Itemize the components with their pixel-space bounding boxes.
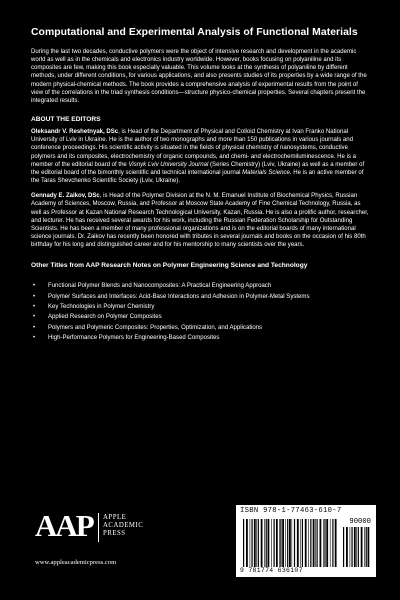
editor-1-name: Oleksandr V. Reshetnyak, DSc bbox=[31, 129, 119, 136]
barcode-bar bbox=[302, 519, 303, 567]
barcode-bar bbox=[308, 519, 309, 567]
editor-1-bio bbox=[31, 128, 371, 185]
barcode-bar bbox=[285, 519, 286, 567]
barcode-bar bbox=[330, 519, 331, 567]
barcode-bar bbox=[279, 519, 280, 567]
price-code: 90000 bbox=[349, 518, 371, 526]
barcode-bar bbox=[297, 519, 299, 567]
barcode-bar bbox=[354, 527, 356, 567]
list-item: • Functional Polymer Blends and Nanocomposites: A Practical Engineering Approach bbox=[33, 283, 272, 290]
editor-1-journal1: Visnyk Lviv University Journal bbox=[128, 161, 209, 168]
barcode-bar bbox=[256, 519, 257, 567]
barcode-bar bbox=[356, 527, 357, 567]
barcode-bar bbox=[274, 519, 275, 567]
barcode-bar bbox=[264, 519, 265, 567]
barcode-bar bbox=[332, 519, 333, 567]
barcode-bar bbox=[266, 519, 267, 567]
barcode-bar bbox=[246, 519, 248, 567]
barcode-bar bbox=[361, 527, 363, 567]
barcode-bar bbox=[315, 519, 316, 567]
list-item: • High-Performance Polymers for Engineering-Based Composites bbox=[33, 335, 220, 341]
barcode-bar bbox=[335, 519, 337, 567]
barcode-bar bbox=[254, 519, 256, 567]
barcode-bar bbox=[323, 519, 324, 567]
aap-logo-mark: AAP bbox=[35, 508, 93, 543]
barcode-bar bbox=[313, 519, 315, 567]
barcode-bar bbox=[261, 519, 263, 567]
addon-barcode-bars bbox=[342, 527, 370, 567]
barcode-bar bbox=[366, 527, 367, 567]
barcode-bar bbox=[287, 519, 288, 567]
bullet-icon: • bbox=[33, 283, 36, 290]
barcode-bar bbox=[320, 519, 322, 567]
barcode-bar bbox=[292, 519, 293, 567]
editor-1-bio-part3: . He is an active member of the Taras Shevchenko Scientific Society (Lviv, Ukraine). bbox=[31, 169, 364, 185]
other-titles-heading: Other Titles from AAP Research Notes on Polymer Engineering Science and Technology bbox=[31, 262, 308, 270]
barcode-bar bbox=[326, 519, 328, 567]
bullet-icon: • bbox=[33, 335, 36, 341]
bullet-icon: • bbox=[33, 314, 36, 321]
editor-2-bio-text: , is Head of the Polymer Division at the N. M. Emanuel Institute of Biochemical Physics, Russian Academy of Sciences, Moscow, Russia, and Professor at Moscow State Academy of Fine Chemical Technology, Russia, as well as Professor at Kazan National Research Technological University, Kazan, Russia. He is also a prolific author, researcher, and lecturer. He has received several awards for his work, including the Russian Federation Scholarship for Outstanding Scientists. He has been a member of many professional organizations and is on the editorial boards of many international science journals. Dr. Zaikov has recently been honored with tributes in several journals and books on the occasion of his 80th birthday for his long and distinguished career and for his mentorship to many scientists over the years. bbox=[31, 193, 369, 249]
barcode-bar bbox=[250, 519, 251, 567]
barcode-bar bbox=[351, 527, 352, 567]
barcode-bar bbox=[258, 519, 259, 567]
barcode-bar bbox=[305, 519, 307, 567]
editor-2-bio bbox=[31, 192, 371, 249]
barcode-bar bbox=[289, 519, 291, 567]
barcode-bar bbox=[294, 519, 295, 567]
barcode-bar bbox=[358, 527, 359, 567]
other-titles-list bbox=[31, 282, 371, 342]
barcode-bar bbox=[317, 519, 318, 567]
editor-1-journal2: Materials Science bbox=[242, 169, 290, 176]
barcode-bar bbox=[368, 527, 370, 567]
list-item: • Polymers and Polymeric Composites: Properties, Optimization, and Applications bbox=[33, 324, 263, 331]
bullet-icon: • bbox=[33, 303, 36, 310]
isbn-label: ISBN 978-1-77463-610-7 bbox=[240, 507, 342, 515]
editor-1-bio-part2: (Series Chemistry) (Lviv, Ukraine) as well as a member of the editorial board of the bimonthly scientific and technical international journal bbox=[31, 161, 365, 176]
publisher-name: APPLE ACADEMIC PRESS bbox=[103, 514, 144, 538]
barcode-bar bbox=[268, 519, 270, 567]
bullet-icon: • bbox=[33, 293, 36, 300]
back-cover-content bbox=[31, 26, 371, 344]
editor-1-bio-part1: , is Head of the Department of Physical and Colloid Chemistry at Ivan Franko National University of Lviv in Ukraine. He is the author of two monographs and more than 150 publications in various journals and conference proceedings. His scientific activity is situated in the fields of physical chemistry of nanosystems, conductive polymers and its composites, electrochemistry of organic compounds, and chemi- and electrochemiluminescence. He is a member of the editorial board of the bbox=[31, 129, 356, 168]
barcode-bar bbox=[276, 519, 278, 567]
publisher-website: www.appleacademicpress.com bbox=[35, 559, 117, 566]
barcode-bar bbox=[271, 519, 272, 567]
barcode-bar bbox=[310, 519, 311, 567]
list-item: • Polymer Surfaces and Interfaces: Acid-Base Interactions and Adhesion in Polymer-Metal Systems bbox=[33, 293, 310, 300]
barcode-bar bbox=[282, 519, 284, 567]
barcode-bar bbox=[350, 527, 351, 567]
isbn-barcode bbox=[236, 505, 376, 577]
editor-2-name: Gennady E. Zaikov, DSc bbox=[31, 193, 100, 200]
barcode-bar bbox=[324, 519, 325, 567]
list-item: • Key Technologies in Polymer Chemistry bbox=[33, 303, 155, 310]
barcode-bars bbox=[242, 519, 338, 567]
book-title: Computational and Experimental Analysis of Functional Materials bbox=[31, 27, 358, 38]
barcode-bar bbox=[300, 519, 301, 567]
book-description: During the last two decades, conductive polymers were the object of intensive research and development in the academic world as well as in the chemicals and electronics industry worldwide. However, books focusing on polyaniline and its composites are few, making this book especially valuable. This volume looks at the synthesis of polyaniline by different methods, under different conditions, for various applications, and also presents studies of its properties by a wide range of the modern physical-chemical methods. The book provides a comprehensive analysis of experimental results from the point of view of the correlations in the triad synthesis conditions—structure physico-chemical properties. Several chapters present the integrated results. bbox=[31, 49, 367, 104]
list-item: • Applied Research on Polymer Composites bbox=[33, 314, 162, 321]
barcode-bar bbox=[346, 527, 348, 567]
barcode-bar bbox=[364, 527, 365, 567]
publisher-logo bbox=[35, 508, 165, 548]
barcode-bar bbox=[280, 519, 281, 567]
editors-heading: ABOUT THE EDITORS bbox=[31, 116, 101, 124]
logo-divider bbox=[98, 513, 99, 542]
barcode-bar bbox=[251, 519, 252, 567]
barcode-bar bbox=[243, 519, 244, 567]
barcode-digits: 9 781774 636107 bbox=[240, 567, 303, 574]
barcode-bar bbox=[343, 527, 344, 567]
bullet-icon: • bbox=[33, 324, 36, 331]
